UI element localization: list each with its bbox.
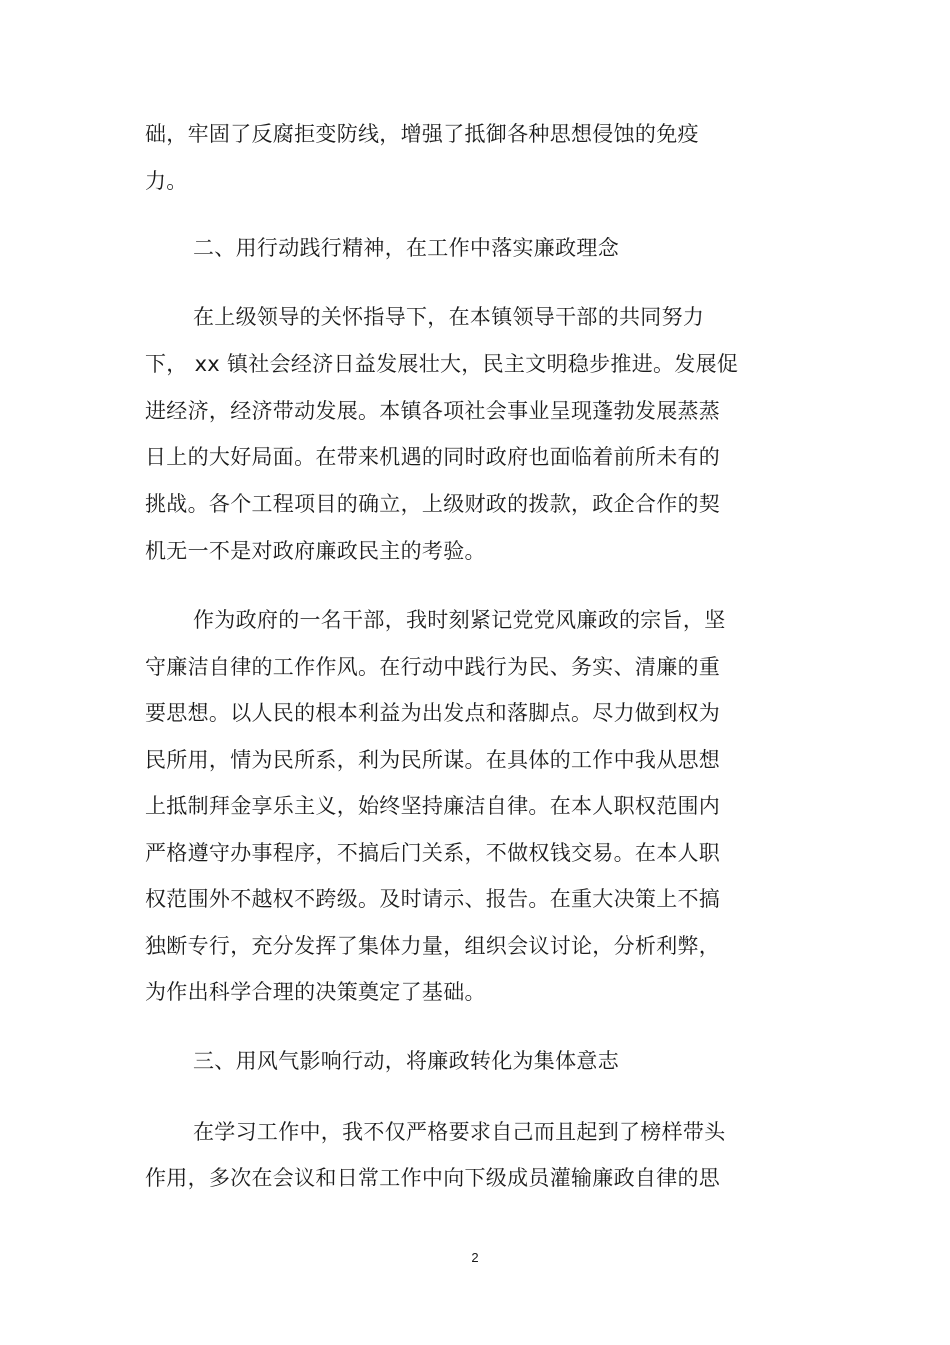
paragraph-line: 作为政府的一名干部，我时刻紧记党党风廉政的宗旨，坚 <box>193 608 726 632</box>
section-heading: 二、用行动践行精神，在工作中落实廉政理念 <box>193 236 619 260</box>
paragraph-line: 挑战。各个工程项目的确立，上级财政的拨款，政企合作的契 <box>145 492 721 516</box>
paragraph-line: 日上的大好局面。在带来机遇的同时政府也面临着前所未有的 <box>145 445 721 469</box>
paragraph-line: 在上级领导的关怀指导下，在本镇领导干部的共同努力 <box>193 305 705 329</box>
paragraph-line: 进经济，经济带动发展。本镇各项社会事业呈现蓬勃发展蒸蒸 <box>145 399 721 423</box>
paragraph-line: 础，牢固了反腐拒变防线，增强了抵御各种思想侵蚀的免疫 <box>145 122 699 146</box>
section-heading: 三、用风气影响行动，将廉政转化为集体意志 <box>193 1049 619 1073</box>
paragraph-line: 要思想。以人民的根本利益为出发点和落脚点。尽力做到权为 <box>145 701 721 725</box>
paragraph-line: 作用，多次在会议和日常工作中向下级成员灌输廉政自律的思 <box>145 1166 721 1190</box>
paragraph-line: 上抵制拜金享乐主义，始终坚持廉洁自律。在本人职权范围内 <box>145 794 721 818</box>
paragraph-line: 机无一不是对政府廉政民主的考验。 <box>145 539 486 563</box>
paragraph-line: 守廉洁自律的工作作风。在行动中践行为民、务实、清廉的重 <box>145 655 721 679</box>
paragraph-line: 在学习工作中，我不仅严格要求自己而且起到了榜样带头 <box>193 1120 726 1144</box>
paragraph-line: 为作出科学合理的决策奠定了基础。 <box>145 980 486 1004</box>
paragraph-line: 力。 <box>145 169 188 193</box>
paragraph-line: 民所用，情为民所系，利为民所谋。在具体的工作中我从思想 <box>145 748 721 772</box>
paragraph-line: 权范围外不越权不跨级。及时请示、报告。在重大决策上不搞 <box>145 887 721 911</box>
page-number: 2 <box>471 1250 479 1265</box>
paragraph-line: 独断专行，充分发挥了集体力量，组织会议讨论，分析利弊， <box>145 934 721 958</box>
paragraph-line: 下， xx 镇社会经济日益发展壮大，民主文明稳步推进。发展促 <box>145 352 739 376</box>
paragraph-line: 严格遵守办事程序，不搞后门关系，不做权钱交易。在本人职 <box>145 841 721 865</box>
